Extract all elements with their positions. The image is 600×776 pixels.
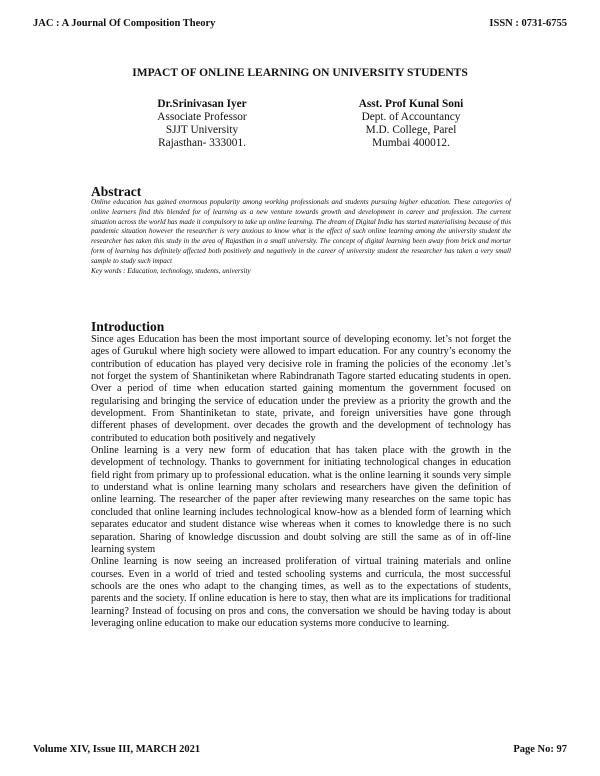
- abstract-text: Online education has gained enormous popularity among working professionals and students pursuing higher education. These categories of online learners find this blended for of learning as a new venture towards growth and development in career and profession. The current situation across the world has made it compulsory to take up online learning. The dream of Digital India has started materialising because of this pandemic situation however the researcher is very anxious to know what is the effect of such online learning among the university student the researcher has taken this study in the area of Rajasthan in a small university. The concept of digital learning been away from brick and mortar form of learning has definitely affected both positively and negatively in the career of university student the researcher has taken a very small sample to study such impact: [91, 198, 511, 265]
- author-institution: M.D. College, Parel: [365, 124, 457, 136]
- volume-info: Volume XIV, Issue III, MARCH 2021: [33, 744, 201, 755]
- author-block-1: [102, 98, 302, 150]
- journal-name: JAC : A Journal Of Composition Theory: [33, 18, 216, 29]
- author-institution: SJJT University: [165, 124, 239, 136]
- author-position: Associate Professor: [157, 111, 247, 123]
- abstract-heading: Abstract: [91, 184, 142, 199]
- author-address: Mumbai 400012.: [372, 137, 450, 149]
- author-name: Dr.Srinivasan Iyer: [157, 98, 247, 110]
- paragraph: Online learning is now seeing an increased proliferation of virtual training materials and online courses. Even in a world of tried and tested schooling systems and curricula, the most successful schools are the ones who adapt to the changing times, as well as to the expectations of students, parents and the society. If online education is here to stay, then what are its implications for traditional learning? Instead of focusing on pros and cons, the conversation we should be having today is about leveraging online education to make our education systems more conducive to learning.: [91, 556, 511, 629]
- keywords: Key words : Education, technology, students, university: [91, 266, 251, 275]
- author-name: Asst. Prof Kunal Soni: [358, 98, 464, 110]
- author-position: Dept. of Accountancy: [361, 111, 461, 123]
- paragraph: Since ages Education has been the most important source of developing economy. let’s not forget the ages of Gurukul where high society were allowed to impart education. For any country’s economy the contribution of education has played very decisive role in framing the policies of the economy .let’s not forget the system of Shantiniketan where Rabindranath Tagore started educating students in open. Over a period of time when education started gaining momentum the government focused on regularising and bringing the service of education under the preview as a priority the growth and the development. From Shantiniketan to state, private, and foreign universities have gone through different phases of development. over decades the growth and the development of technology has contributed to education both positively and negatively: [91, 334, 511, 444]
- author-address: Rajasthan- 333001.: [158, 137, 246, 149]
- introduction-section: [91, 334, 511, 630]
- author-block-2: [311, 98, 511, 150]
- abstract-section: [91, 198, 511, 276]
- introduction-heading: Introduction: [91, 319, 165, 334]
- paragraph: Online learning is a very new form of education that has taken place with the growth in the development of technology. Thanks to government for initiating technological changes in education field right from primary up to professional education. what is the online learning it sounds very simple to understand what is online learning many scholars and researchers have given the definition of online learning. The researcher of the paper after reviewing many researches on the same topic has concluded that online learning includes technological know-how as a blended form of learning which separates educator and student distance wise whereas when it comes to knowledge there is no such separation. Sharing of knowledge discussion and doubt solving are still the same as of in off-line learning system: [91, 445, 511, 555]
- issn: ISSN : 0731-6755: [489, 18, 567, 29]
- page-number: Page No: 97: [513, 744, 567, 755]
- paper-title: IMPACT OF ONLINE LEARNING ON UNIVERSITY STUDENTS: [132, 67, 468, 79]
